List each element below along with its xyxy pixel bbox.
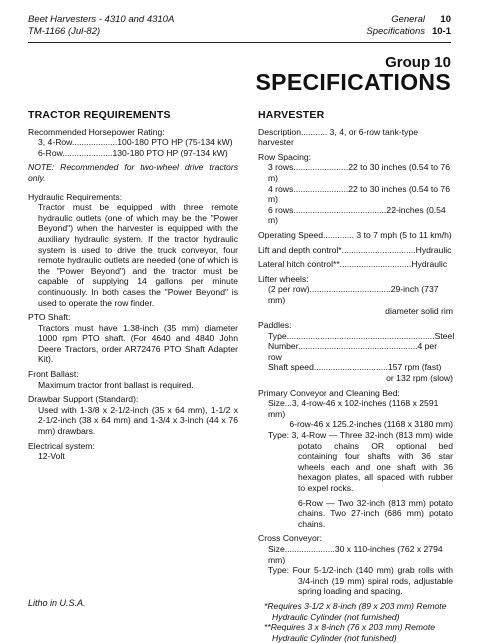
- description-line: Description........... 3, 4, or 6-row tank-type harvester: [258, 126, 418, 148]
- group-label: Group 10: [385, 54, 451, 71]
- footer-litho: Litho in U.S.A.: [28, 598, 86, 608]
- harvester-column: [258, 110, 453, 643]
- electrical-label: Electrical system:: [28, 440, 95, 451]
- paddles-speed-slow: or 132 rpm (slow): [386, 373, 453, 384]
- running-header-left: [28, 14, 174, 38]
- row-spacing-4: 4 rows.......................22 to 30 inches (0.54 to 76 m): [268, 183, 450, 205]
- section-number: 10: [440, 14, 451, 25]
- hydraulic-text: Tractor must be equipped with three remote hydraulic outlets (one of which may be the "Power Beyond") when the harvester is equipped with the auxiliary hydraulic system. If the tractor hydraulic system is used to drive the truck conveyor, four remote hydraulic outlets are needed (one of which is the "Power Beyond") and the tractor must be capable of supplying 14 gallons per minute continuously. In both cases the "Power Beyond" is used to operate the row finder.: [38, 202, 238, 308]
- hp-4row: 3, 4-Row...................100-180 PTO HP (75-134 kW): [38, 137, 233, 148]
- row-spacing-3: 3 rows.......................22 to 30 inches (0.54 to 76 m): [268, 162, 450, 183]
- paddles-number: Number..................................................4 per row: [268, 341, 438, 362]
- electrical-text: 12-Volt: [38, 451, 65, 462]
- lifter-wheels-label: Lifter wheels:: [258, 273, 309, 284]
- paddles-speed: Shaft speed...............................157 rpm (fast): [268, 362, 442, 373]
- ballast-text: Maximum tractor front ballast is required.: [38, 379, 194, 390]
- primary-type: Type: 3, 4-Row — Three 32-inch (813 mm) wide potato chains OR optional bed containing four shafts with 36 star wheels each and one shaft with 36 hexagon plates, all spaced with rubber to expel rocks.: [268, 430, 453, 493]
- drawbar-text: Used with 1-3/8 x 2-1/2-inch (35 x 64 mm), 1-1/2 x 2-1/2-inch (38 x 64 mm) and 1-3/4 x 3-inch (44 x 76 mm) drawbars.: [38, 404, 238, 437]
- row-spacing-label: Row Spacing:: [258, 151, 312, 162]
- footnote-2: **Requires 3 x 8-inch (76 x 203 mm) Remote Hydraulic Cylinder (not funished): [264, 622, 435, 643]
- lifter-wheels-size: (2 per row)..................................29-inch (737 mm): [268, 284, 439, 305]
- drawbar-label: Drawbar Support (Standard):: [28, 394, 139, 405]
- primary-size-1: Size...3, 4-row-46 x 102-inches (1168 x 2591 mm): [268, 398, 439, 419]
- hydraulic-label: Hydraulic Requirements:: [28, 191, 123, 202]
- manual-title: Beet Harvesters - 4310 and 4310A: [28, 14, 175, 25]
- note-two-wheel: NOTE: Recommended for two-wheel drive tractors only.: [28, 162, 238, 183]
- footnote-1: *Requires 3-1/2 x 8-inch (89 x 203 mm) Remote Hydraulic Cylinder (not furnished): [264, 600, 447, 622]
- lift-depth-control: Lift and depth control*...............................Hydraulic: [258, 244, 452, 255]
- operating-speed: Operating Speed............. 3 to 7 mph (5 to 11 km/h): [258, 229, 452, 240]
- subsection-label: Specifications: [366, 26, 425, 37]
- pto-label: PTO Shaft:: [28, 312, 71, 323]
- harvester-heading: HARVESTER: [258, 109, 325, 121]
- primary-size-2: 6-row-46 x 125.2-inches (1168 x 3180 mm): [289, 419, 453, 430]
- paddles-label: Paddles:: [258, 320, 292, 331]
- row-spacing-6: 6 rows.......................................22-inches (0.54 m): [268, 204, 446, 226]
- tractor-requirements-column: [28, 110, 238, 462]
- manual-code: TM-1166 (Jul-82): [28, 26, 101, 37]
- tractor-heading: TRACTOR REQUIREMENTS: [28, 109, 171, 121]
- cross-conveyor-label: Cross Conveyor:: [258, 533, 322, 544]
- pto-text: Tractors must have 1.38-inch (35 mm) diameter 1000 rpm PTO shaft. (For 4640 and 4840 John Deere Tractors, order AR72476 PTO Shaft Adapter Kit).: [38, 322, 238, 365]
- page-number: 10-1: [431, 26, 451, 37]
- lateral-hitch-control: Lateral hitch control**..............................Hydraulic: [258, 259, 448, 270]
- header-rule: [28, 42, 451, 43]
- cross-size: Size.....................30 x 110-inches (762 x 2794 mm): [268, 543, 443, 565]
- hp-label: Recommended Horsepower Rating:: [28, 126, 165, 137]
- ballast-label: Front Ballast:: [28, 369, 79, 380]
- hp-6row: 6-Row.....................130-180 PTO HP (97-134 kW): [38, 147, 228, 158]
- section-label: General: [391, 14, 425, 25]
- running-header-right: [366, 14, 451, 38]
- paddles-type: Type..............................................................Steel: [268, 330, 455, 341]
- primary-type-6row: 6-Row — Two 32-inch (813 mm) potato chains. Two 27-inch (686 mm) potato chains.: [298, 497, 453, 529]
- primary-conveyor-label: Primary Conveyor and Cleaning Bed:: [258, 387, 400, 398]
- cross-type: Type: Four 5-1/2-inch (140 mm) grab rolls with 3/4-inch (19 mm) spiral rods, adjustable spring loading and spacing.: [268, 565, 453, 597]
- page-title: SPECIFICATIONS: [255, 69, 451, 95]
- lifter-wheels-rim: diameter solid rim: [385, 305, 453, 316]
